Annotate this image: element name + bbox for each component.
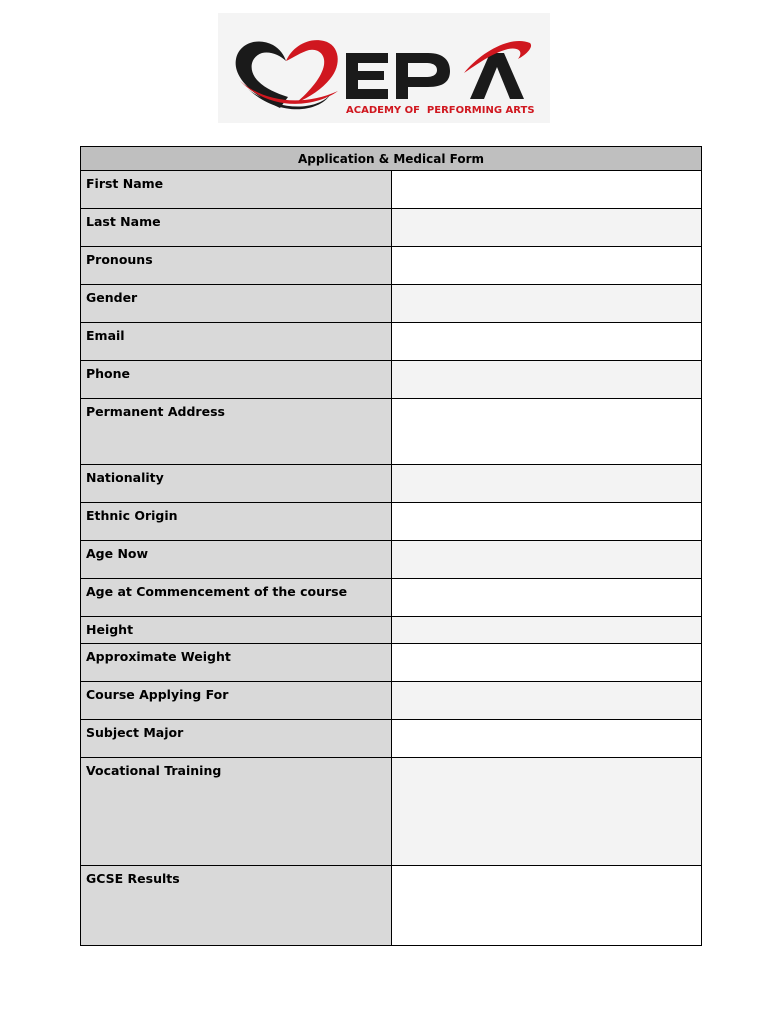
ethnic-origin-field[interactable] <box>391 503 702 541</box>
field-label: Nationality <box>81 465 392 503</box>
field-label: Course Applying For <box>81 682 392 720</box>
form-row <box>81 209 702 247</box>
form-row <box>81 361 702 399</box>
letter-e-shape <box>346 53 388 99</box>
form-row <box>81 758 702 866</box>
field-label: Phone <box>81 361 392 399</box>
form-row <box>81 644 702 682</box>
field-label: First Name <box>81 171 392 209</box>
form-row <box>81 720 702 758</box>
email-field[interactable] <box>391 323 702 361</box>
field-label: Subject Major <box>81 720 392 758</box>
vocational-training-field[interactable] <box>391 758 702 866</box>
epa-logo <box>218 13 550 123</box>
field-label: GCSE Results <box>81 866 392 946</box>
logo-graphic <box>218 13 550 123</box>
field-label: Last Name <box>81 209 392 247</box>
field-label: Permanent Address <box>81 399 392 465</box>
logo-tagline: ACADEMY OF PERFORMING ARTS <box>346 105 535 116</box>
subject-major-field[interactable] <box>391 720 702 758</box>
gender-field[interactable] <box>391 285 702 323</box>
gcse-results-field[interactable] <box>391 866 702 946</box>
application-form-table <box>80 146 702 946</box>
form-row <box>81 617 702 644</box>
form-row <box>81 465 702 503</box>
height-field[interactable] <box>391 617 702 644</box>
form-row <box>81 503 702 541</box>
form-row <box>81 682 702 720</box>
field-label: Ethnic Origin <box>81 503 392 541</box>
age-now-field[interactable] <box>391 541 702 579</box>
nationality-field[interactable] <box>391 465 702 503</box>
form-title: Application & Medical Form <box>81 147 702 171</box>
form-row <box>81 866 702 946</box>
form-row <box>81 579 702 617</box>
permanent-address-field[interactable] <box>391 399 702 465</box>
field-label: Email <box>81 323 392 361</box>
field-label: Age Now <box>81 541 392 579</box>
field-label: Age at Commencement of the course <box>81 579 392 617</box>
form-row <box>81 399 702 465</box>
form-row <box>81 171 702 209</box>
field-label: Height <box>81 617 392 644</box>
field-label: Gender <box>81 285 392 323</box>
approximate-weight-field[interactable] <box>391 644 702 682</box>
pronouns-field[interactable] <box>391 247 702 285</box>
phone-field[interactable] <box>391 361 702 399</box>
last-name-field[interactable] <box>391 209 702 247</box>
course-applying-for-field[interactable] <box>391 682 702 720</box>
form-row <box>81 323 702 361</box>
age-at-commencement-field[interactable] <box>391 579 702 617</box>
form-row <box>81 247 702 285</box>
brand-text: EPA <box>218 13 220 14</box>
field-label: Vocational Training <box>81 758 392 866</box>
first-name-field[interactable] <box>391 171 702 209</box>
field-label: Approximate Weight <box>81 644 392 682</box>
form-row <box>81 285 702 323</box>
letter-p-shape <box>396 53 450 99</box>
field-label: Pronouns <box>81 247 392 285</box>
form-row <box>81 541 702 579</box>
heart-right-shape <box>286 40 338 103</box>
